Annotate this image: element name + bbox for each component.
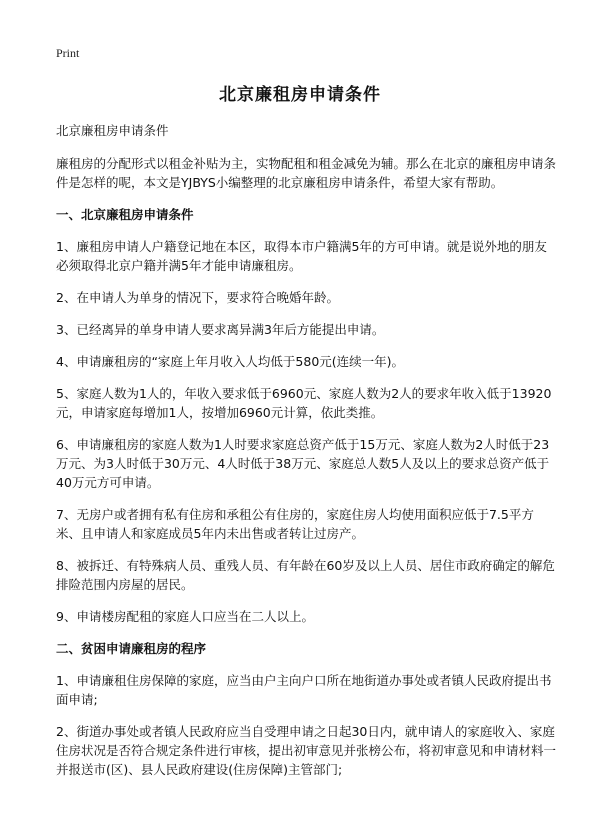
article-subtitle: 北京廉租房申请条件 <box>56 123 169 138</box>
page-title: 北京廉租房申请条件 <box>219 85 381 105</box>
condition-item-4: 4、申请廉租房的“家庭上年月收入人均低于580元(连续一年)。 <box>56 354 405 369</box>
condition-item-7: 7、无房户或者拥有私有住房和承租公有住房的，家庭住房人均使用面积应低于7.5平方米、且申请人和家庭成员5年内未出售或者转让过房产。 <box>56 507 534 541</box>
procedure-item-1: 1、申请廉租住房保障的家庭，应当由户主向户口所在地街道办事处或者镇人民政府提出书面申请; <box>56 673 552 707</box>
section-heading-procedure: 二、贫困申请廉租房的程序 <box>56 641 207 656</box>
print-link[interactable]: Print <box>56 46 80 60</box>
section-heading-conditions: 一、北京廉租房申请条件 <box>56 207 194 222</box>
condition-item-6: 6、申请廉租房的家庭人数为1人时要求家庭总资产低于15万元、家庭人数为2人时低于23万元、为3人时低于30万元、4人时低于38万元、家庭总人数5人及以上的要求总资产低于40万元方可申请。 <box>56 437 550 490</box>
article-body <box>56 121 556 792</box>
intro-paragraph: 廉租房的分配形式以租金补贴为主，实物配租和租金减免为辅。那么在北京的廉租房申请条件是怎样的呢，本文是YJBYS小编整理的北京廉租房申请条件，希望大家有帮助。 <box>56 156 557 190</box>
condition-item-8: 8、被拆迁、有特殊病人员、重残人员、有年龄在60岁及以上人员、居住市政府确定的解危排险范围内房屋的居民。 <box>56 558 555 592</box>
procedure-item-2: 2、街道办事处或者镇人民政府应当自受理申请之日起30日内，就申请人的家庭收入、家庭住房状况是否符合规定条件进行审核，提出初审意见并张榜公布，将初审意见和申请材料一并报送市(区)、县人民政府建设(住房保障)主管部门; <box>56 724 557 777</box>
condition-item-9: 9、申请楼房配租的家庭人口应当在二人以上。 <box>56 609 314 624</box>
condition-item-2: 2、在申请人为单身的情况下，要求符合晚婚年龄。 <box>56 290 339 305</box>
condition-item-5: 5、家庭人数为1人的，年收入要求低于6960元、家庭人数为2人的要求年收入低于13920元，申请家庭每增加1人，按增加6960元计算，依此类推。 <box>56 386 552 420</box>
condition-item-1: 1、廉租房申请人户籍登记地在本区，取得本市户籍满5年的方可申请。就是说外地的朋友必须取得北京户籍并满5年才能申请廉租房。 <box>56 239 547 273</box>
condition-item-3: 3、已经离异的单身申请人要求离异满3年后方能提出申请。 <box>56 322 385 337</box>
